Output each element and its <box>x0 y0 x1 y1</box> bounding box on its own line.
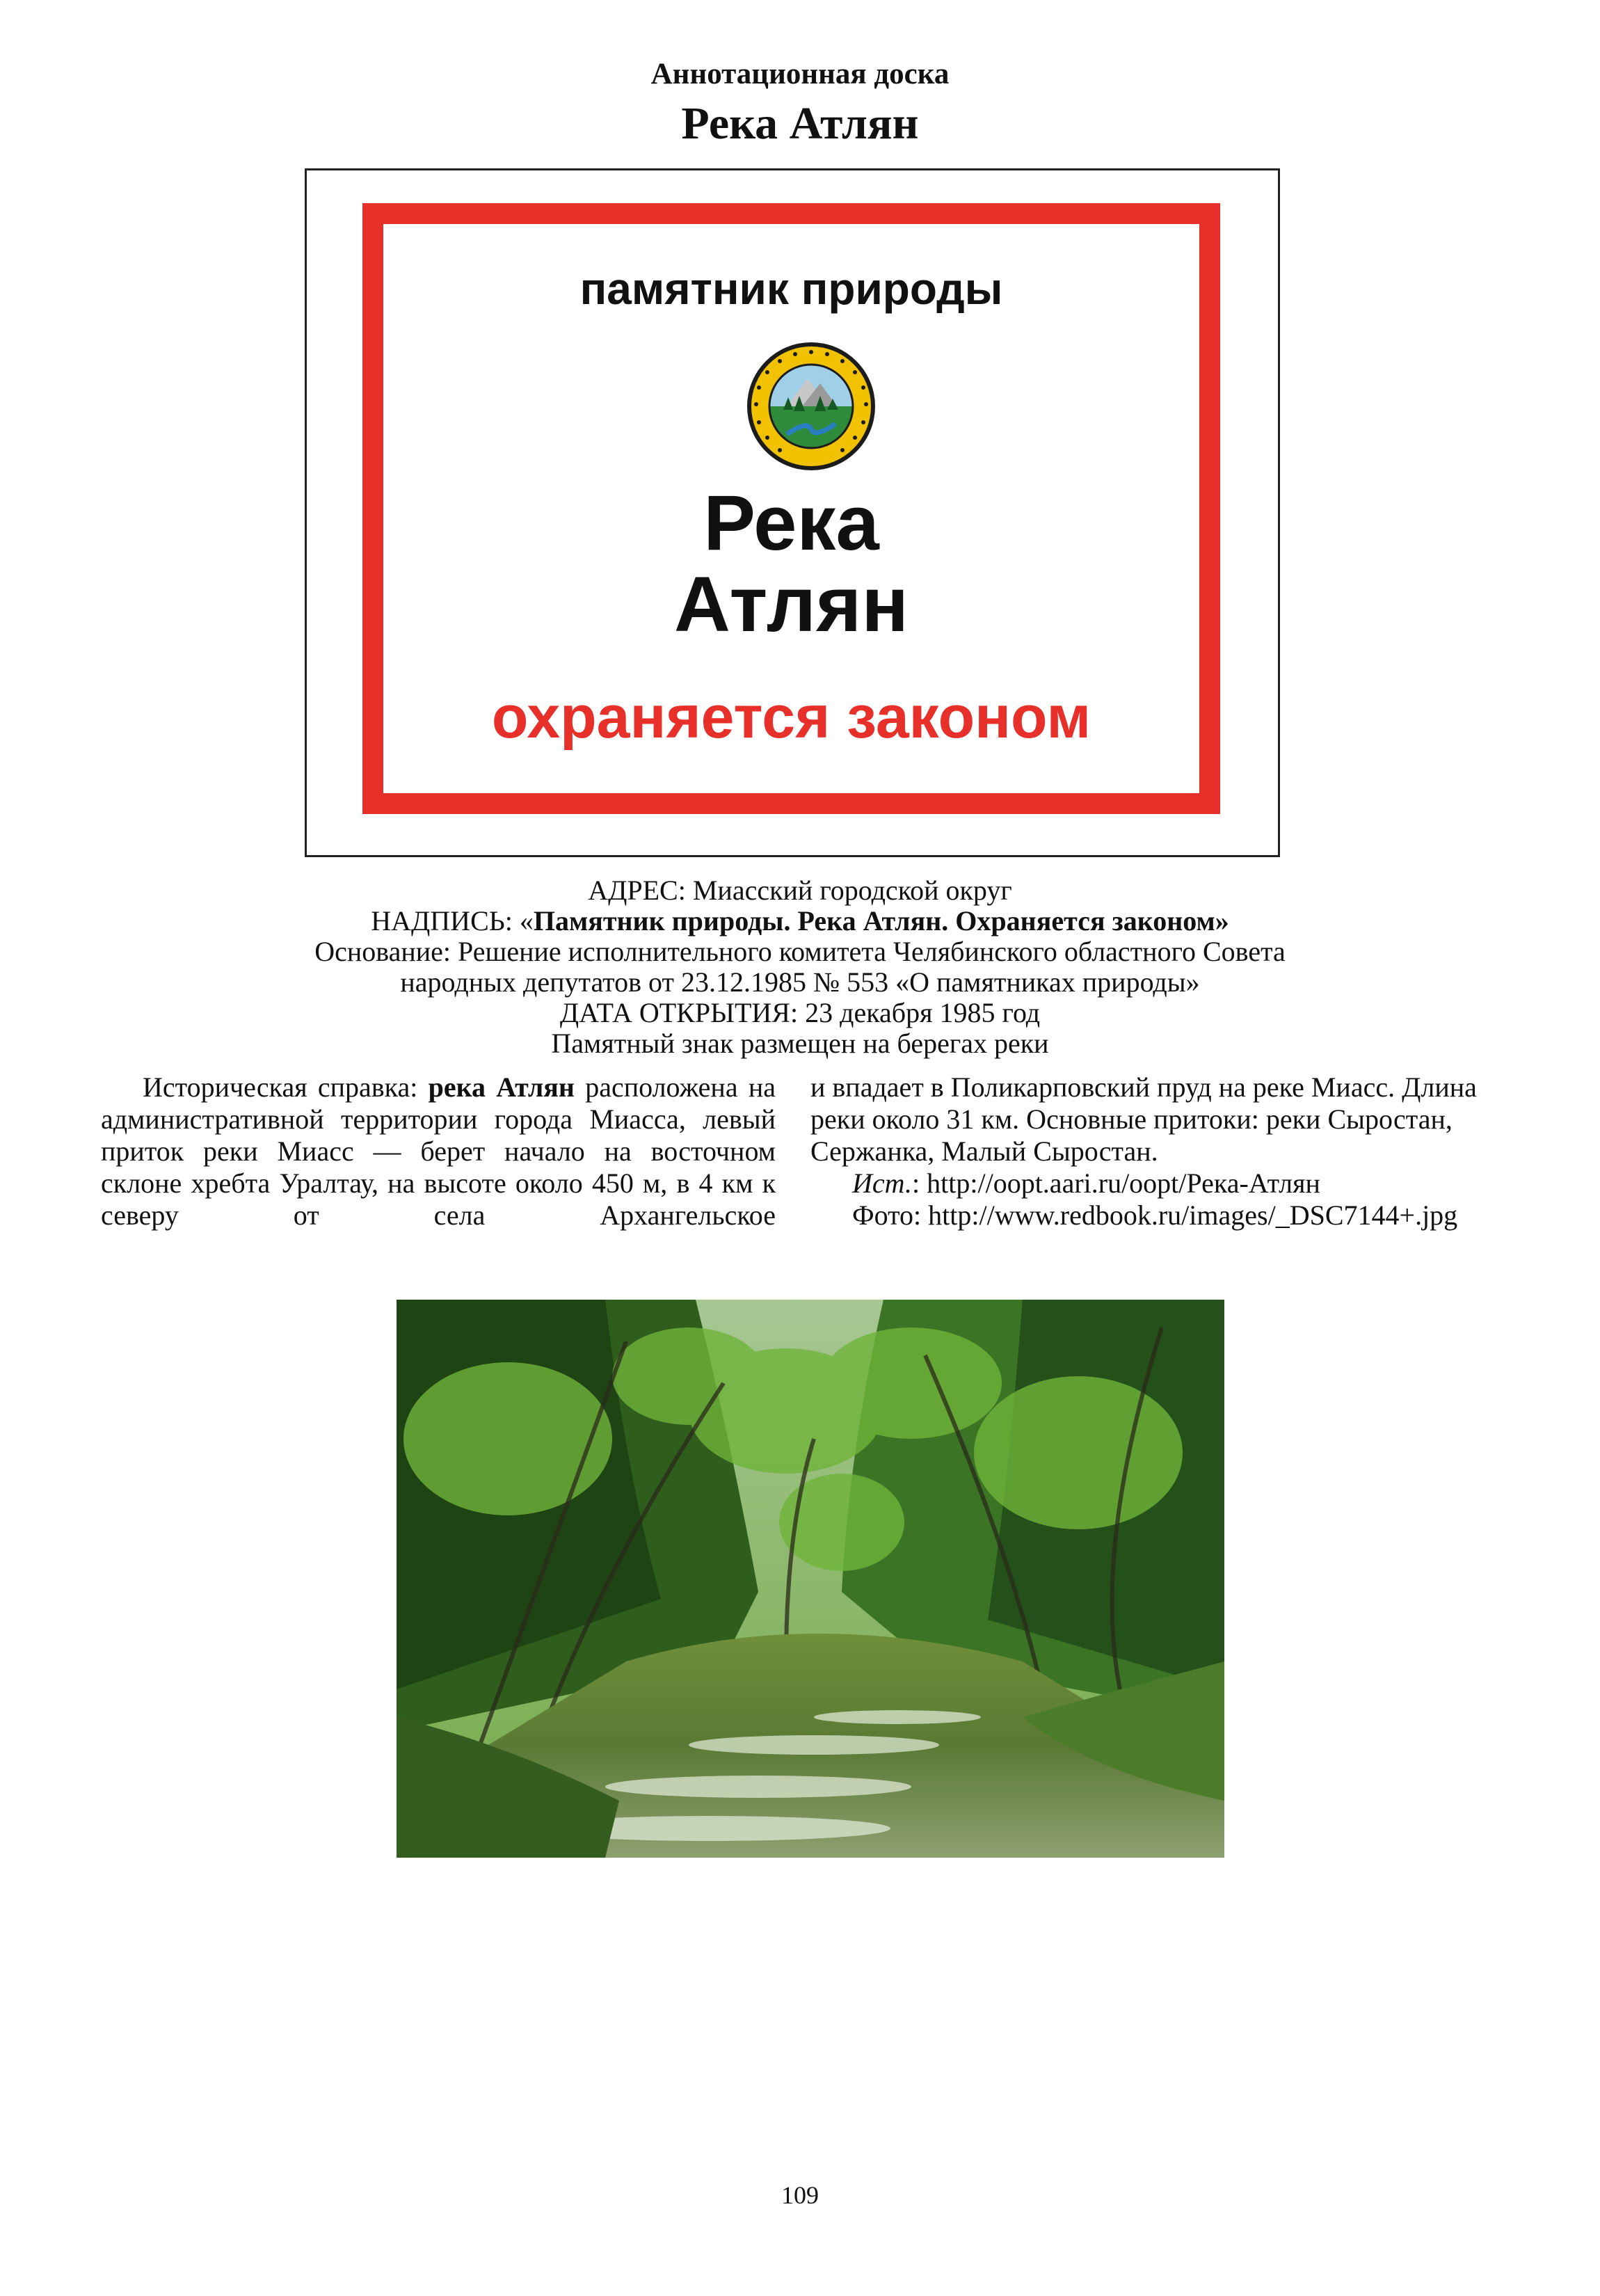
annotation-board-red-border <box>362 203 1220 814</box>
inscription-close-quote: » <box>1215 905 1229 936</box>
history-bold-term: река Атлян <box>428 1071 575 1103</box>
annotation-board-frame <box>305 168 1280 857</box>
history-right-text: и впадает в Поликарповский пруд на реке Миасс. Длина реки около 31 км. Основные притоки: реки Сыростан, Сержанка, Малый Сыростан. <box>810 1071 1477 1167</box>
photo-link[interactable]: http://www.redbook.ru/images/_DSC7144+.jpg <box>921 1199 1458 1231</box>
sign-name-line1: Река <box>703 479 879 566</box>
protected-areas-emblem-icon <box>745 340 877 472</box>
inscription-label: НАДПИСЬ: « <box>371 905 534 936</box>
sign-name-line2: Атлян <box>674 561 909 648</box>
opening-date-line <box>0 998 1600 1028</box>
opening-value: 23 декабря 1985 год <box>798 997 1041 1028</box>
inscription-line <box>0 906 1600 936</box>
history-intro: Историческая справка: <box>143 1071 429 1103</box>
basis-line2: народных депутатов от 23.12.1985 № 553 «О памятниках природы» <box>400 966 1200 998</box>
basis-line1: Основание: Решение исполнительного комитета Челябинского областного Совета <box>314 936 1286 967</box>
river-photo <box>397 1300 1224 1858</box>
address-value: Миасский городской округ <box>685 875 1012 906</box>
source-link[interactable]: : http://oopt.aari.ru/oopt/Река-Атлян <box>912 1167 1320 1199</box>
source-line <box>810 1167 1499 1199</box>
photo-credit-line <box>810 1199 1499 1231</box>
document-subtitle: Аннотационная доска <box>650 58 950 90</box>
opening-label: ДАТА ОТКРЫТИЯ: <box>559 997 799 1028</box>
placement-line: Памятный знак размещен на берегах реки <box>551 1028 1049 1059</box>
inscription-value: Памятник природы. Река Атлян. Охраняется законом <box>533 905 1215 936</box>
photo-label: Фото: <box>852 1199 922 1231</box>
history-left-text: расположена на административной территории города Миасса, левый приток реки Миасс — берет начало на восточном склоне хребта Уралтау, на высоте около 450 м, в 4 км к северу от села Архангельское <box>101 1071 776 1231</box>
history-paragraph <box>101 1071 776 1231</box>
page-number: 109 <box>781 2181 819 2209</box>
address-line <box>0 875 1600 906</box>
source-label: Ист. <box>852 1167 913 1199</box>
history-left-column <box>101 1071 776 1231</box>
sign-protected-text: охраняется законом <box>491 684 1091 751</box>
history-right-column <box>810 1071 1499 1231</box>
document-title: Река Атлян <box>681 98 919 149</box>
sign-top-text: памятник природы <box>579 264 1003 314</box>
address-label: АДРЕС: <box>588 875 686 906</box>
